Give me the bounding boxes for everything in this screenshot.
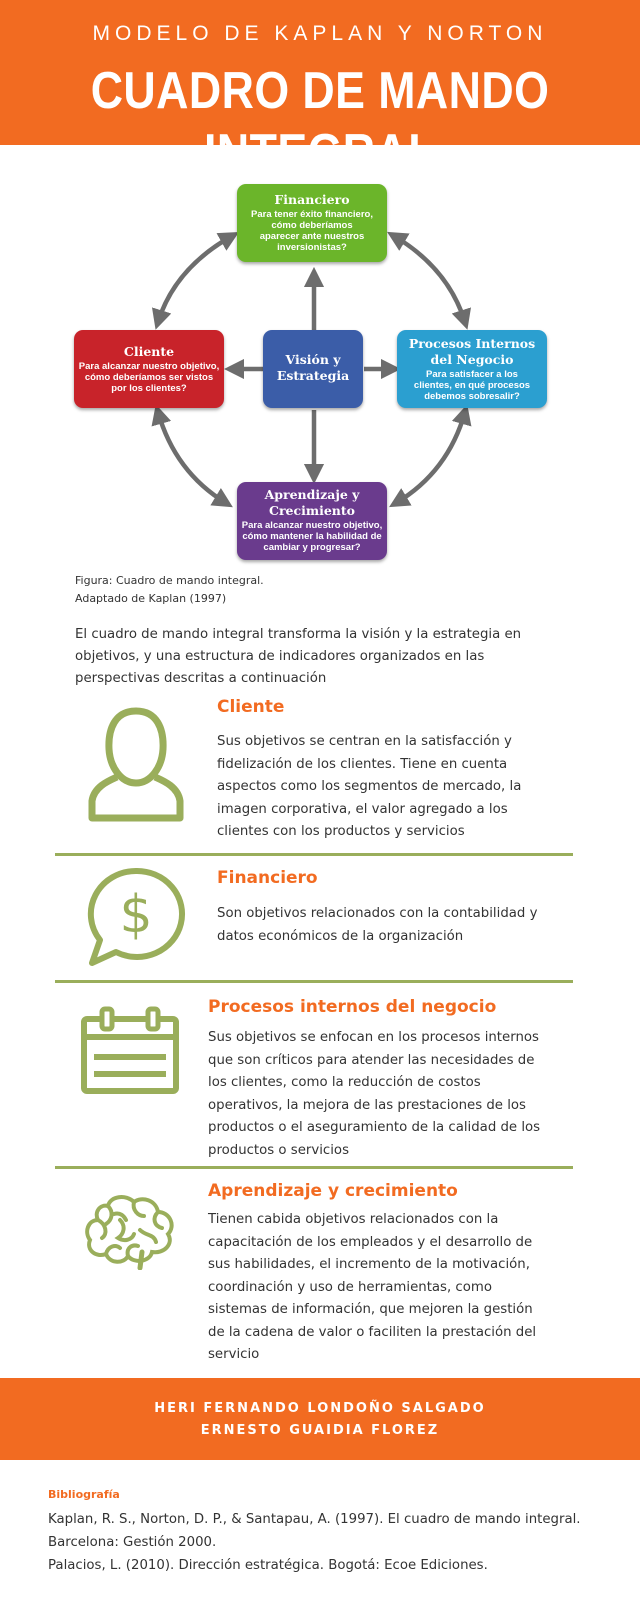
section-title-financiero: Financiero <box>217 868 318 888</box>
reference-1: Kaplan, R. S., Norton, D. P., & Santapau, A. (1997). El cuadro de mando integral. Barcelona: Gestión 2000. <box>48 1512 581 1550</box>
section-text-cliente: Sus objetivos se centran en la satisfacción y fidelización de los clientes. Tiene en cuenta aspectos como los segmentos de mercado, la imagen corporativa, el valor agregado a los clientes con los productos y servicios <box>217 734 522 839</box>
vision-box <box>263 330 363 408</box>
balanced-scorecard-diagram <box>0 150 640 580</box>
financiero-box-title: Financiero <box>274 192 350 207</box>
page-title: CUADRO DE MANDO INTEGRAL <box>90 62 550 182</box>
dollar-chat-icon <box>86 866 186 972</box>
authors-banner <box>0 1378 640 1460</box>
financiero-box-text: Para tener éxito financiero, cómo deberíamos aparecer ante nuestros inversionistas? <box>251 209 373 253</box>
figure-caption <box>75 572 264 608</box>
user-icon <box>86 705 186 827</box>
cliente-box <box>74 330 224 408</box>
financiero-box <box>237 184 387 262</box>
svg-text:$: $ <box>119 885 153 945</box>
procesos-box-title: Procesos Internos del Negocio <box>408 336 536 367</box>
vision-box-title: Visión y Estrategia <box>276 352 350 383</box>
author-1: HERI FERNANDO LONDOÑO SALGADO <box>154 1401 486 1416</box>
header-subtitle: MODELO DE KAPLAN Y NORTON <box>92 22 548 45</box>
section-title-procesos: Procesos internos del negocio <box>208 997 497 1017</box>
section-title-cliente: Cliente <box>217 697 285 717</box>
cliente-box-title: Cliente <box>123 344 175 359</box>
author-2: ERNESTO GUAIDIA FLOREZ <box>200 1423 440 1438</box>
section-text-financiero: Son objetivos relacionados con la contabilidad y datos económicos de la organización <box>217 906 538 944</box>
reference-2: Palacios, L. (2010). Dirección estratégica. Bogotá: Ecoe Ediciones. <box>48 1558 488 1573</box>
aprendizaje-box-text: Para alcanzar nuestro objetivo, cómo mantener la habilidad de cambiar y progresar? <box>241 520 383 553</box>
bibliography-title: Bibliografía <box>48 1488 120 1501</box>
section-text-aprendizaje: Tienen cabida objetivos relacionados con la capacitación de los empleados y el desarrollo de sus habilidades, el incremento de la motivación, coordinación y uso de herramientas, como sistemas de información, que mejoren la gestión de la cadena de valor o faciliten la prestación del servicio <box>208 1212 537 1362</box>
procesos-box-text: Para satisfacer a los clientes, en qué procesos debemos sobresalir? <box>413 369 531 402</box>
header-banner <box>0 0 640 182</box>
caption-line-1: Figura: Cuadro de mando integral. <box>75 574 264 587</box>
arrow-cliente-aprendizaje <box>158 412 226 503</box>
section-text-procesos: Sus objetivos se enfocan en los procesos internos que son críticos para atender las necesidades de los clientes, como la reducción de costos operativos, la mejora de las prestaciones de los productos o el aseguramiento de la calidad de los productos o servicios <box>208 1030 541 1158</box>
section-divider <box>55 853 573 856</box>
bibliography-references <box>48 1508 608 1577</box>
calendar-icon <box>78 1005 182 1101</box>
brain-icon <box>80 1190 180 1274</box>
caption-line-2: Adaptado de Kaplan (1997) <box>75 592 227 605</box>
section-divider <box>55 980 573 983</box>
aprendizaje-box <box>237 482 387 560</box>
section-divider <box>55 1166 573 1169</box>
procesos-box <box>397 330 547 408</box>
aprendizaje-box-title: Aprendizaje y Crecimiento <box>264 487 360 518</box>
cliente-box-text: Para alcanzar nuestro objetivo, cómo deberíamos ser vistos por los clientes? <box>78 361 220 394</box>
arrow-financiero-cliente <box>158 236 232 322</box>
section-title-aprendizaje: Aprendizaje y crecimiento <box>208 1181 458 1201</box>
arrow-procesos-aprendizaje <box>396 412 465 503</box>
arrow-financiero-procesos <box>394 236 465 322</box>
intro-paragraph: El cuadro de mando integral transforma la visión y la estrategia en objetivos, y una estructura de indicadores organizados en las perspectivas descritas a continuación <box>75 627 522 686</box>
authors <box>0 1398 640 1442</box>
